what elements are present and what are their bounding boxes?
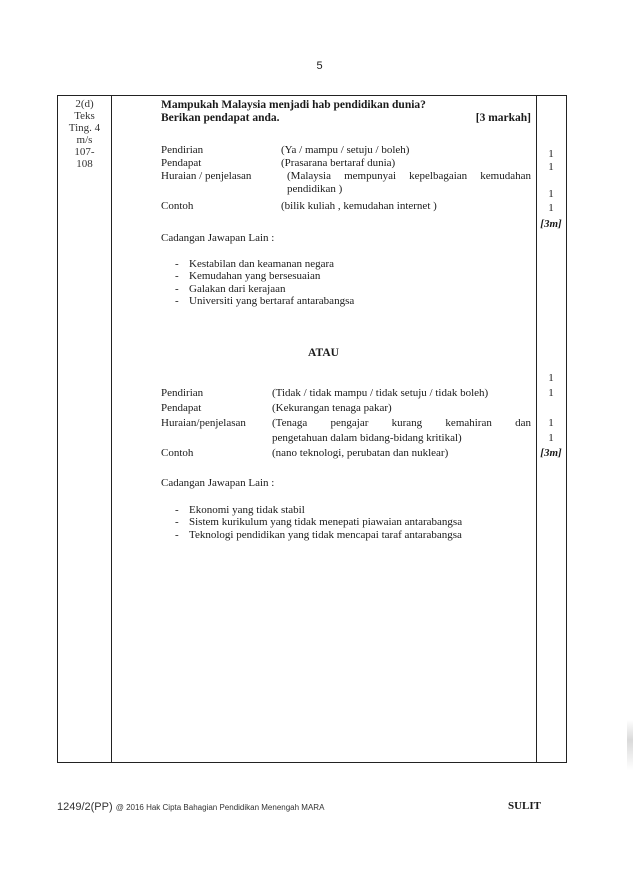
answer2-text: (Tenaga pengajar kurang kemahiran dan (272, 417, 531, 429)
answer1-label: Huraian / penjelasan (161, 170, 252, 182)
reference-cell (58, 98, 111, 170)
footer-status: SULIT (508, 800, 542, 812)
answer1-total: [3m] (540, 218, 562, 230)
paper-code: 1249/2(PP) (57, 801, 113, 813)
answer2-alt-title: Cadangan Jawapan Lain : (161, 477, 275, 489)
page-number: 5 (316, 60, 323, 72)
list-item: - Kestabilan dan keamanan negara (175, 258, 335, 270)
question-marks: [3 markah] (475, 112, 531, 124)
answer2-alt-list (175, 504, 462, 541)
answer2-text: (Tidak / tidak mampu / tidak setuju / tidak boleh) (272, 387, 489, 399)
answer2-text: pengetahuan dalam bidang-bidang kritikal) (272, 432, 462, 444)
question-block (161, 99, 531, 125)
scan-artifact (627, 720, 633, 770)
answer1-text: (bilik kuliah , kemudahan internet ) (281, 200, 437, 212)
answer1-mark: 1 (548, 202, 554, 214)
question-line-2: Berikan pendapat anda. (161, 112, 280, 124)
answer2-label: Pendirian (161, 387, 204, 399)
list-item: - Teknologi pendidikan yang tidak mencapai taraf antarabangsa (175, 528, 462, 541)
answer2-label: Huraian/penjelasan (161, 417, 246, 429)
atau-divider: ATAU (308, 347, 339, 359)
answer1-label: Pendirian (161, 144, 204, 156)
answer1-text: (Ya / mampu / setuju / boleh) (281, 144, 410, 156)
answer1-alt-list (175, 258, 354, 308)
footer-copyright (57, 801, 324, 813)
answer2-mark: 1 (548, 372, 554, 384)
ref-line: 107- (74, 146, 95, 158)
list-item: - Galakan dari kerajaan (175, 282, 286, 295)
answer2-label: Contoh (161, 447, 194, 459)
list-item: - Sistem kurikulum yang tidak menepati piawaian antarabangsa (175, 516, 463, 529)
answer1-text: (Prasarana bertaraf dunia) (281, 157, 396, 169)
question-number: 2(d) (75, 98, 94, 110)
answer1-mark: 1 (548, 148, 554, 160)
answer1-text: (Malaysia mempunyai kepelbagaian kemudahan (287, 170, 531, 182)
answer1-alt-title: Cadangan Jawapan Lain : (161, 232, 275, 244)
ref-line: Teks (74, 110, 95, 122)
answer2-mark: 1 (548, 387, 554, 399)
answer2-mark: 1 (548, 432, 554, 444)
column-divider-ref (111, 96, 112, 762)
answer2-mark: 1 (548, 417, 554, 429)
answer1-mark: 1 (548, 188, 554, 200)
answer1-label: Contoh (161, 200, 194, 212)
answer2-label: Pendapat (161, 402, 202, 414)
ref-line: Ting. 4 (68, 122, 101, 134)
answer1-text: pendidikan ) (287, 183, 343, 195)
list-item: - Kemudahan yang bersesuaian (175, 270, 321, 283)
answer2-text: (Kekurangan tenaga pakar) (272, 402, 392, 414)
ref-line: m/s (76, 134, 93, 146)
question-line-1: Mampukah Malaysia menjadi hab pendidikan dunia? (161, 99, 426, 111)
ref-line: 108 (76, 158, 93, 170)
list-item: - Ekonomi yang tidak stabil (175, 504, 305, 516)
list-item: - Universiti yang bertaraf antarabangsa (175, 295, 355, 308)
answer1-label: Pendapat (161, 157, 202, 169)
answer2-total: [3m] (540, 447, 562, 459)
answer1-mark: 1 (548, 161, 554, 173)
answer2-text: (nano teknologi, perubatan dan nuklear) (272, 447, 449, 459)
copyright-text: @ 2016 Hak Cipta Bahagian Pendidikan Menengah MARA (115, 803, 325, 812)
marking-scheme-table (57, 95, 567, 763)
